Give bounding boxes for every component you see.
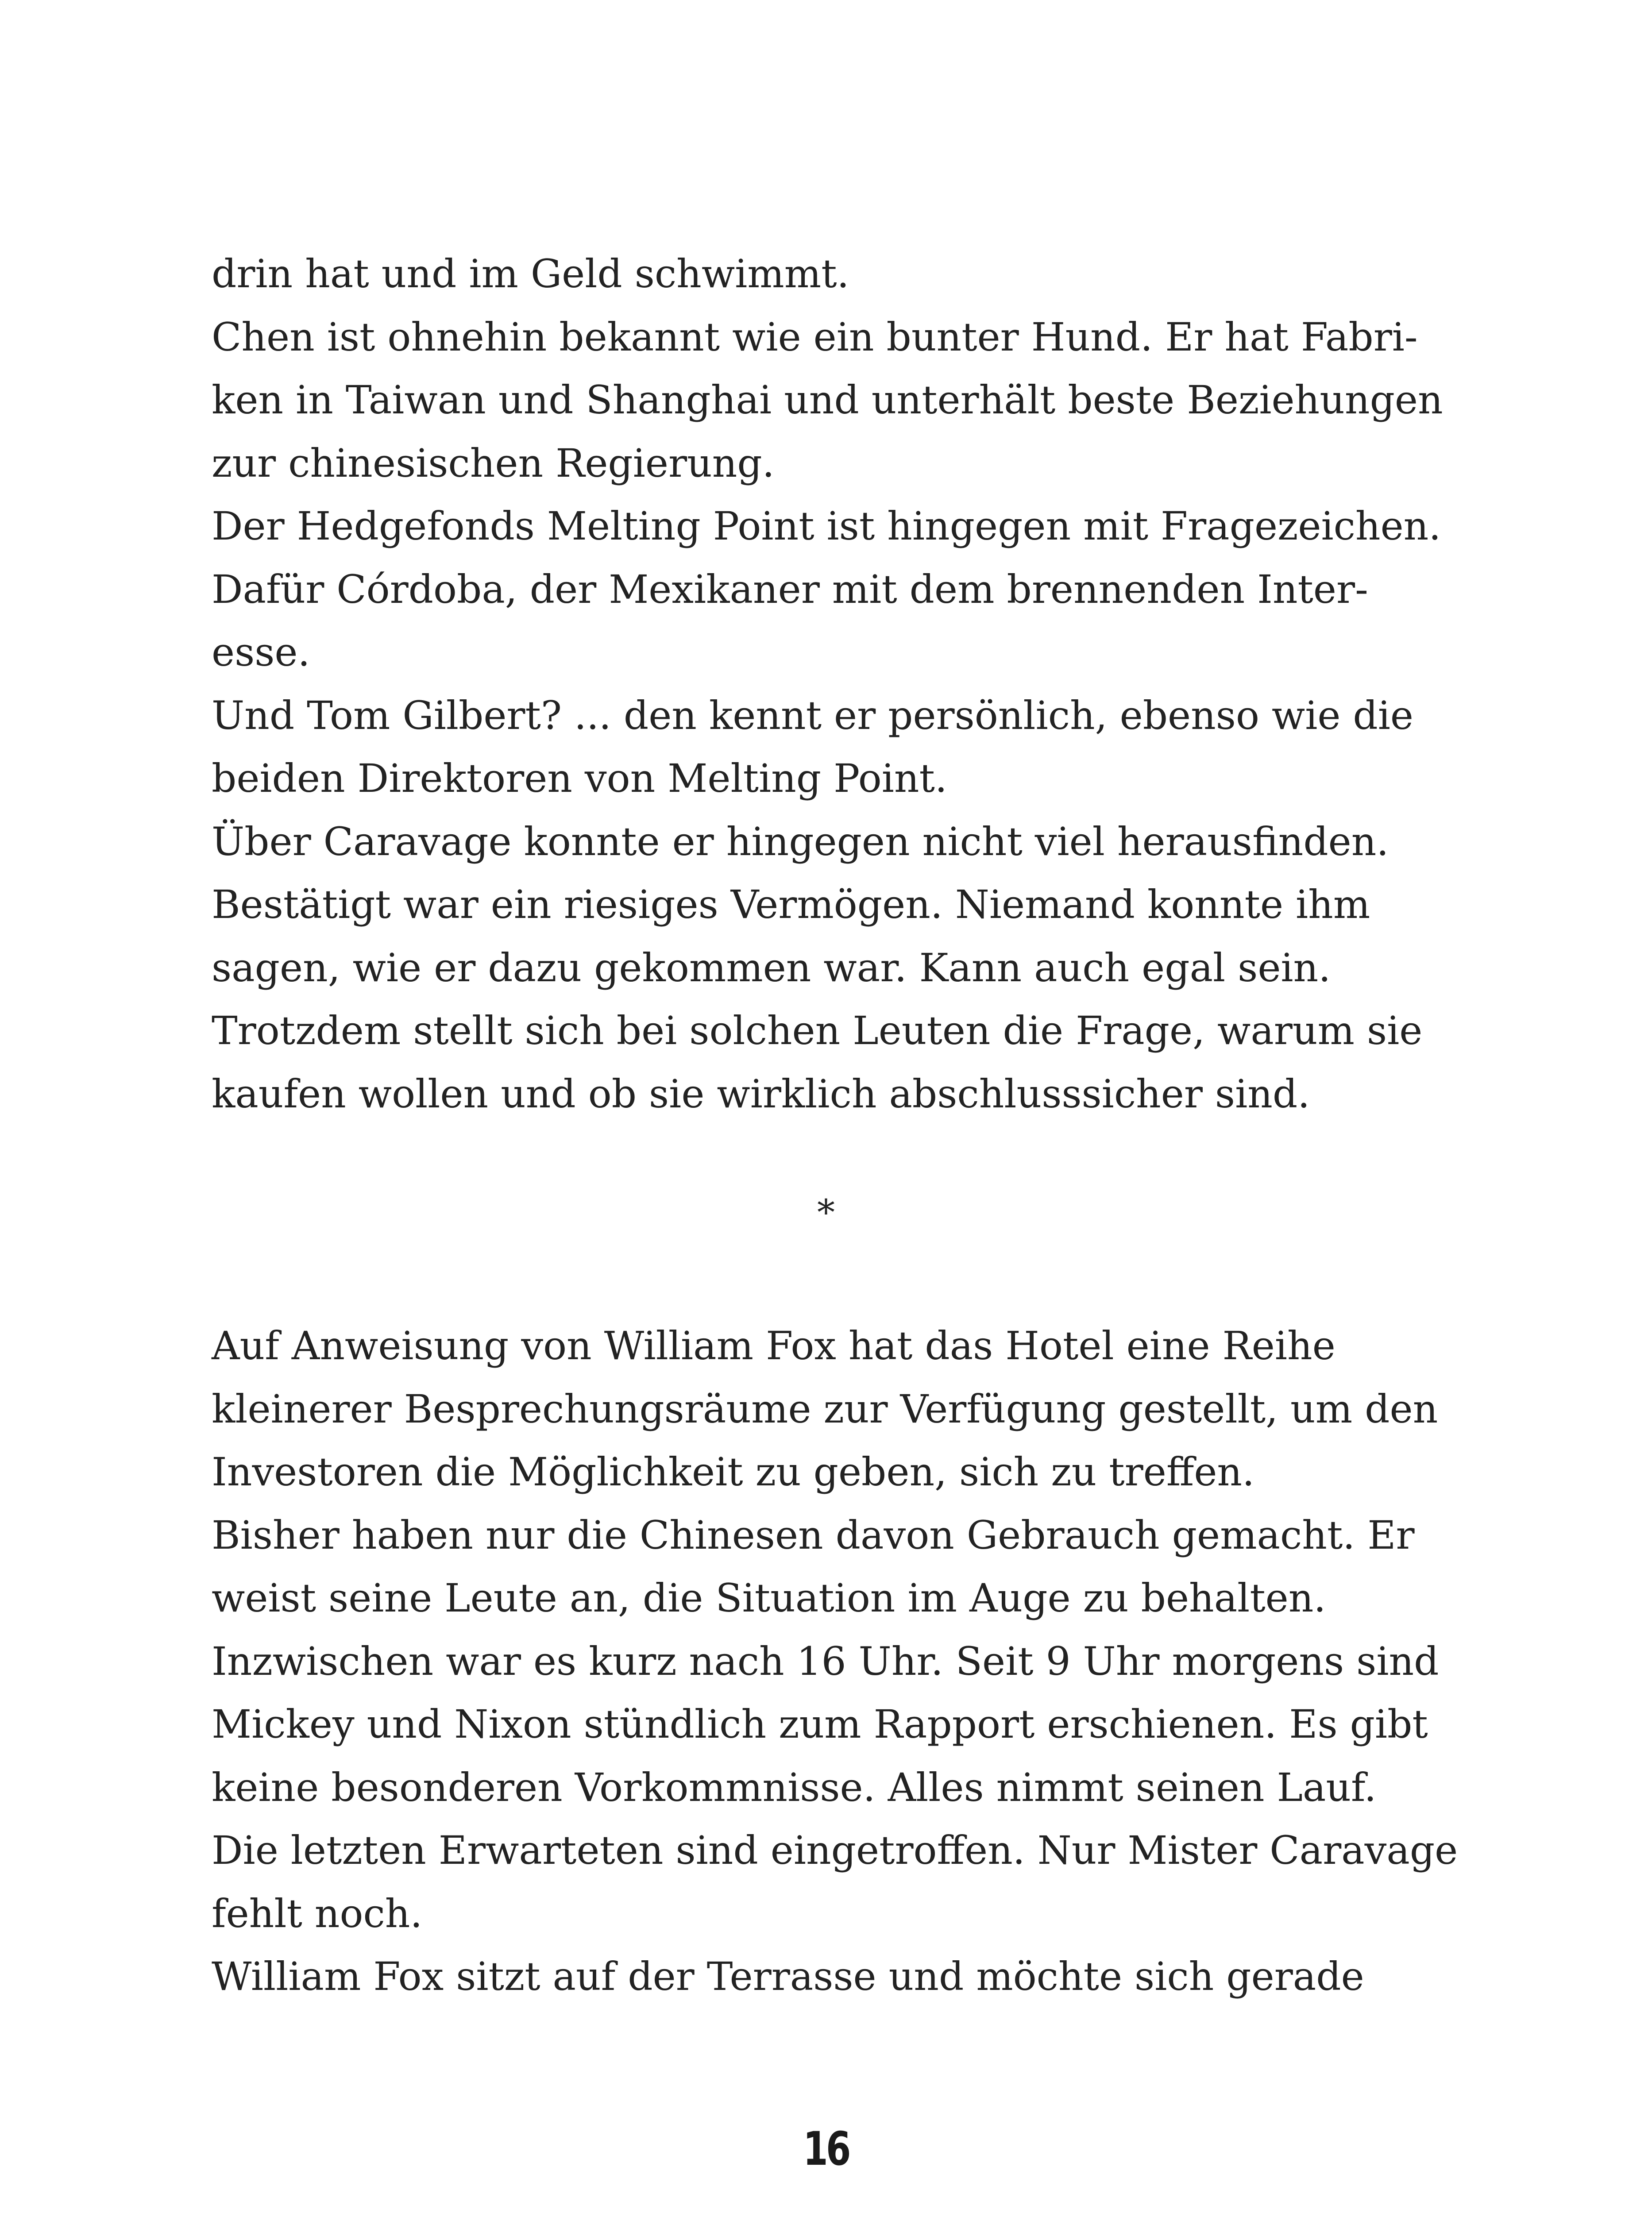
text-line: Inzwischen war es kurz nach 16 Uhr. Seit 9 Uhr morgens sind	[212, 1638, 1439, 1684]
text-line: Mickey und Nixon stündlich zum Rapport erschienen. Es gibt	[212, 1701, 1428, 1747]
text-block-upper	[212, 243, 1451, 1126]
text-line: kleinerer Besprechungsräume zur Verfügung gestellt, um den	[212, 1386, 1438, 1432]
text-line: Auf Anweisung von William Fox hat das Hotel eine Reihe	[212, 1323, 1335, 1369]
text-line: Und Tom Gilbert? ... den kennt er persönlich, ebenso wie die	[212, 692, 1413, 738]
text-line: William Fox sitzt auf der Terrasse und möchte sich gerade	[212, 1954, 1364, 1999]
text-line: drin hat und im Geld schwimmt.	[212, 251, 849, 297]
text-line: esse.	[212, 629, 310, 675]
text-line: sagen, wie er dazu gekommen war. Kann auch egal sein.	[212, 945, 1331, 991]
text-line: Dafür Córdoba, der Mexikaner mit dem brennenden Inter-	[212, 566, 1368, 612]
page-number: 16	[803, 2122, 849, 2176]
text-line: Über Caravage konnte er hingegen nicht viel herausfinden.	[212, 818, 1389, 864]
text-line: Bestätigt war ein riesiges Vermögen. Niemand konnte ihm	[212, 882, 1370, 927]
text-line: kaufen wollen und ob sie wirklich abschlusssicher sind.	[212, 1071, 1310, 1117]
text-line: Bisher haben nur die Chinesen davon Gebrauch gemacht. Er	[212, 1512, 1415, 1558]
text-line: Trotzdem stellt sich bei solchen Leuten die Frage, warum sie	[212, 1008, 1423, 1053]
text-line: ken in Taiwan und Shanghai und unterhält beste Beziehungen	[212, 377, 1443, 423]
text-line: zur chinesischen Regierung.	[212, 440, 775, 486]
text-line: fehlt noch.	[212, 1890, 423, 1936]
text-block-lower	[212, 1315, 1458, 2009]
text-line: Der Hedgefonds Melting Point ist hingegen mit Fragezeichen.	[212, 503, 1441, 549]
text-line: keine besonderen Vorkommnisse. Alles nimmt seinen Lauf.	[212, 1764, 1377, 1810]
text-line: weist seine Leute an, die Situation im Auge zu behalten.	[212, 1575, 1326, 1621]
text-line: Chen ist ohnehin bekannt wie ein bunter Hund. Er hat Fabri-	[212, 314, 1418, 360]
text-line: beiden Direktoren von Melting Point.	[212, 756, 947, 801]
text-line: Investoren die Möglichkeit zu geben, sich zu treffen.	[212, 1449, 1255, 1495]
text-line: Die letzten Erwarteten sind eingetroffen. Nur Mister Caravage	[212, 1827, 1458, 1873]
section-separator: *	[817, 1192, 835, 1233]
